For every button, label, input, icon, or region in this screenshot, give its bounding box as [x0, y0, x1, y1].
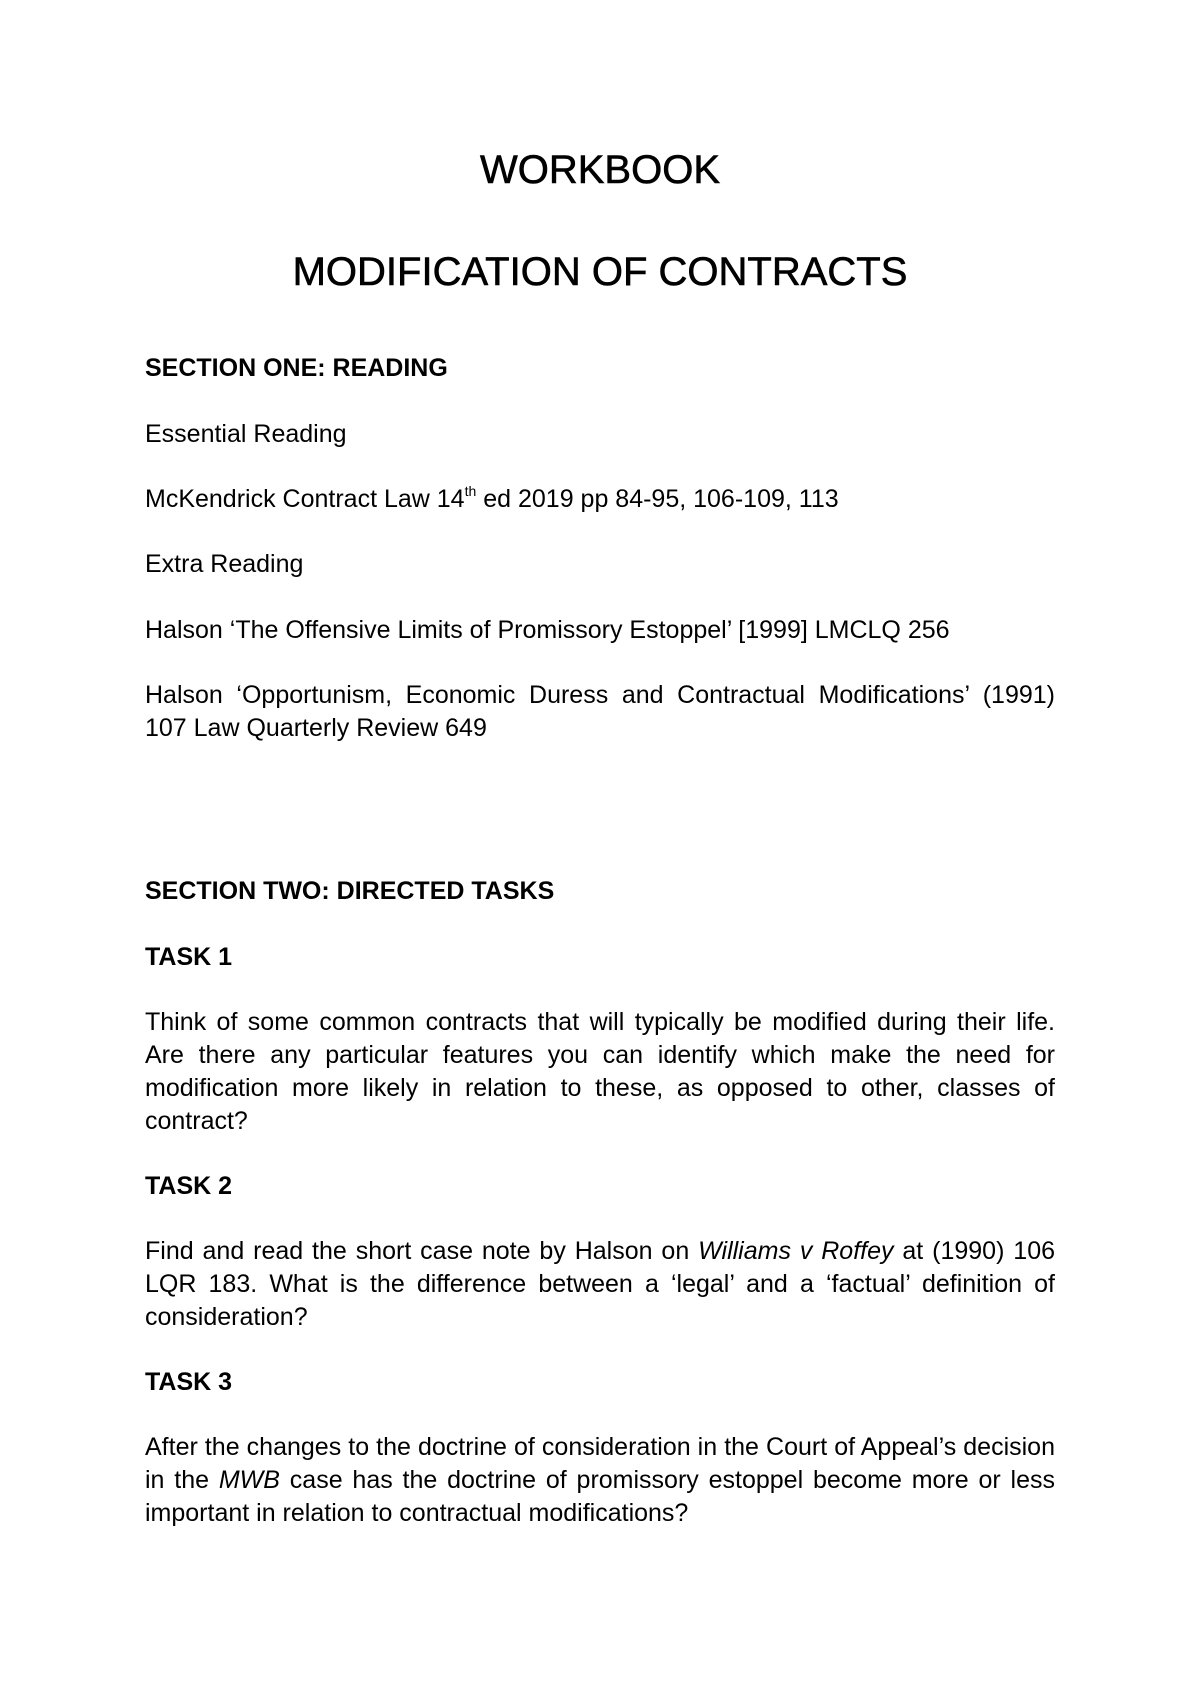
essential-ref-superscript: th — [464, 482, 477, 499]
task-2-text-start: Find and read the short case note by Halson on — [145, 1237, 699, 1265]
essential-reading-label: Essential Reading — [145, 420, 347, 448]
section-two-heading: SECTION TWO: DIRECTED TASKS — [145, 877, 555, 905]
task-3-case-name: MWB — [218, 1466, 280, 1494]
extra-reading-reference-1: Halson ‘The Offensive Limits of Promissory Estoppel’ [1999] LMCLQ 256 — [145, 616, 950, 644]
document-title: WORKBOOK — [479, 148, 721, 192]
task-2-body — [145, 1235, 1055, 1334]
task-3-text-start: After the changes to the doctrine of consideration in the Court of Appeal’s decision in the — [145, 1433, 1055, 1494]
task-2-case-name: Williams v Roffey — [698, 1237, 894, 1265]
task-2-heading: TASK 2 — [145, 1172, 233, 1200]
task-3-body — [145, 1431, 1055, 1530]
task-3-heading: TASK 3 — [145, 1368, 233, 1396]
essential-ref-rest: ed 2019 pp 84-95, 106-109, 113 — [476, 485, 839, 513]
task-1-body: Think of some common contracts that will typically be modified during their life. Are there any particular features you can identify which make the need for modification more likely in relation to these, as opposed to other, classes of contract? — [145, 1008, 1055, 1135]
task-1-heading: TASK 1 — [145, 943, 233, 971]
task-2-text-end: at (1990) 106 LQR 183. What is the difference between a ‘legal’ and a ‘factual’ definition of consideration? — [145, 1237, 1056, 1331]
task-3-text-end: case has the doctrine of promissory estoppel become more or less important in relation to contractual modifications? — [145, 1466, 1055, 1527]
extra-reading-label: Extra Reading — [145, 550, 304, 578]
essential-ref-main: McKendrick Contract Law 14 — [145, 485, 465, 513]
extra-reading-reference-2: Halson ‘Opportunism, Economic Duress and Contractual Modifications’ (1991) 107 Law Quarterly Review 649 — [145, 681, 1055, 742]
section-one-heading: SECTION ONE: READING — [145, 354, 448, 382]
essential-reading-reference — [145, 483, 1055, 516]
document-subtitle: MODIFICATION OF CONTRACTS — [292, 250, 908, 294]
